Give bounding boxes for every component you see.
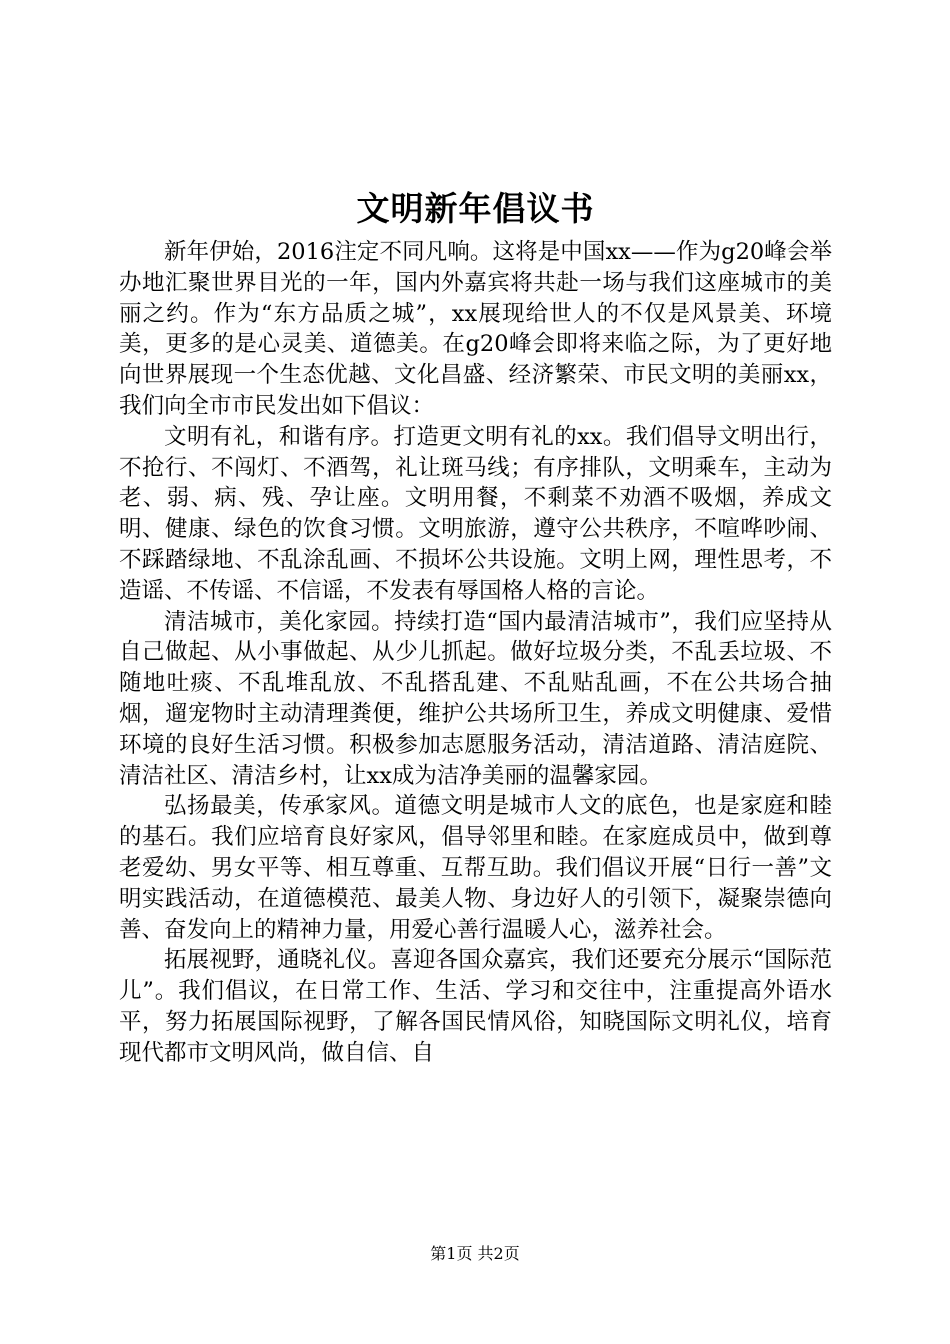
paragraph-civility: 文明有礼，和谐有序。打造更文明有礼的xx。我们倡导文明出行，不抢行、不闯灯、不酒驾，礼让斑马线；有序排队，文明乘车，主动为老、弱、病、残、孕让座。文明用餐，不剩菜不劝酒不吸烟，养成文明、健康、绿色的饮食习惯。文明旅游，遵守公共秩序，不喧哗吵闹、不踩踏绿地、不乱涂乱画、不损坏公共设施。文明上网，理性思考，不造谣、不传谣、不信谣，不发表有辱国格人格的言论。 xyxy=(119,423,832,604)
paragraph-family-values: 弘扬最美，传承家风。道德文明是城市人文的底色，也是家庭和睦的基石。我们应培育良好家风，倡导邻里和睦。在家庭成员中，做到尊老爱幼、男女平等、相互尊重、互帮互助。我们倡议开展“日行一善”文明实践活动，在道德模范、最美人物、身边好人的引领下，凝聚崇德向善、奋发向上的精神力量，用爱心善行温暖人心，滋养社会。 xyxy=(119,793,832,943)
paragraph-clean-city: 清洁城市，美化家园。持续打造“国内最清洁城市”，我们应坚持从自己做起、从小事做起、从少儿抓起。做好垃圾分类，不乱丢垃圾、不随地吐痰、不乱堆乱放、不乱搭乱建、不乱贴乱画，不在公共场合抽烟，遛宠物时主动清理粪便，维护公共场所卫生，养成文明健康、爱惜环境的良好生活习惯。积极参加志愿服务活动，清洁道路、清洁庭院、清洁社区、清洁乡村，让xx成为洁净美丽的温馨家园。 xyxy=(119,608,832,789)
paragraph-intro: 新年伊始，2016注定不同凡响。这将是中国xx——作为g20峰会举办地汇聚世界目光的一年，国内外嘉宾将共赴一场与我们这座城市的美丽之约。作为“东方品质之城”，xx展现给世人的不仅是风景美、环境美，更多的是心灵美、道德美。在g20峰会即将来临之际，为了更好地向世界展现一个生态优越、文化昌盛、经济繁荣、市民文明的美丽xx，我们向全市市民发出如下倡议： xyxy=(119,239,832,419)
document-page xyxy=(119,0,832,1344)
paragraph-etiquette: 拓展视野，通晓礼仪。喜迎各国众嘉宾，我们还要充分展示“国际范儿”。我们倡议，在日常工作、生活、学习和交往中，注重提高外语水平，努力拓展国际视野，了解各国民情风俗，知晓国际文明礼仪，培育现代都市文明风尚，做自信、自 xyxy=(119,947,832,1066)
document-body xyxy=(119,237,832,1069)
document-title: 文明新年倡议书 xyxy=(356,189,595,228)
page-footer: 第1页 共2页 xyxy=(430,1244,520,1263)
